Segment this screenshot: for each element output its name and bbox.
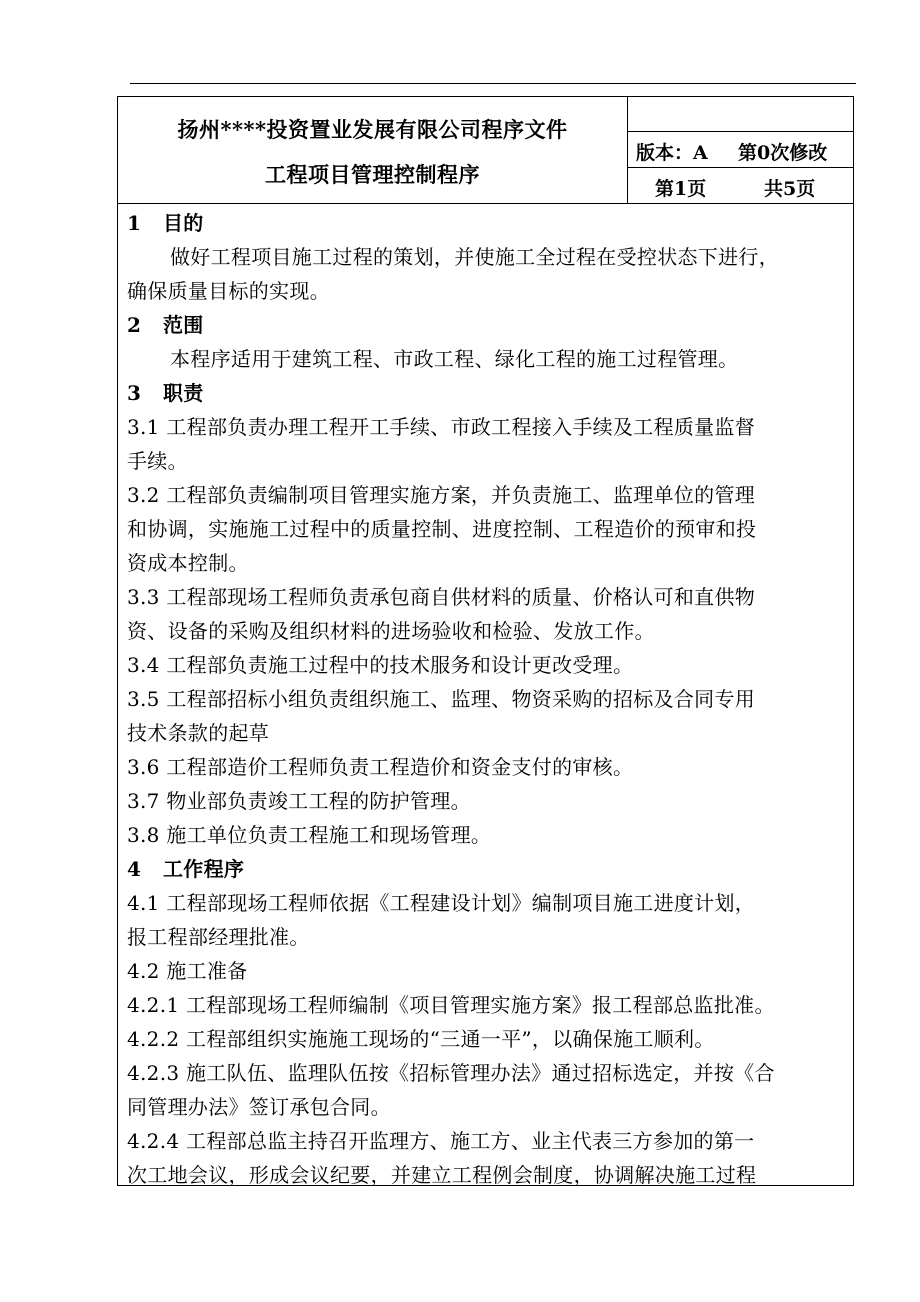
paragraph-line: 3.6 工程部造价工程师负责工程造价和资金支付的审核。: [127, 755, 634, 779]
paragraph-line: 资成本控制。: [127, 551, 249, 575]
header-rule: [130, 83, 856, 84]
header-title-cell: [118, 97, 628, 203]
section-heading: [127, 377, 204, 406]
paragraph-line: 4.2 施工准备: [127, 959, 248, 983]
section-title: 目的: [163, 211, 204, 235]
section-title: 职责: [163, 381, 204, 405]
document-header: [118, 97, 853, 204]
paragraph-line: 3.7 物业部负责竣工工程的防护管理。: [127, 789, 471, 813]
paragraph-line: 3.5 工程部招标小组负责组织施工、监理、物资采购的招标及合同专用: [127, 687, 756, 711]
paragraph-line: 3.2 工程部负责编制项目管理实施方案，并负责施工、监理单位的管理: [127, 483, 756, 507]
paragraph-line: 确保质量目标的实现。: [127, 279, 330, 303]
paragraph-line: 次工地会议，形成会议纪要，并建立工程例会制度，协调解决施工过程: [127, 1163, 757, 1187]
version-row: [628, 132, 853, 168]
paragraph-line: 3.4 工程部负责施工过程中的技术服务和设计更改受理。: [127, 653, 634, 677]
paragraph-line: 3.1 工程部负责办理工程开工手续、市政工程接入手续及工程质量监督: [127, 415, 756, 439]
paragraph-line: 技术条款的起草: [127, 721, 270, 745]
section-heading: [127, 309, 204, 338]
header-blank-row: [628, 97, 853, 132]
paragraph-line: 资、设备的采购及组织材料的进场验收和检验、发放工作。: [127, 619, 655, 643]
section-number: 1: [127, 211, 142, 235]
paragraph-line: 和协调，实施施工过程中的质量控制、进度控制、工程造价的预审和投: [127, 517, 757, 541]
section-heading: [127, 853, 244, 882]
revision-label: 第0次修改: [738, 142, 828, 164]
section-number: 2: [127, 313, 142, 337]
section-title: 范围: [163, 313, 204, 337]
company-line: 扬州****投资置业发展有限公司程序文件: [177, 117, 568, 142]
paragraph-line: 同管理办法》签订承包合同。: [127, 1095, 391, 1119]
page-current: 第1页: [655, 178, 707, 200]
header-info-cell: [628, 97, 853, 203]
paragraph-line: 4.1 工程部现场工程师依据《工程建设计划》编制项目施工进度计划，: [127, 891, 756, 915]
paragraph-line: 手续。: [127, 449, 188, 473]
page-row: [628, 168, 853, 203]
paragraph-line: 4.2.3 施工队伍、监理队伍按《招标管理办法》通过招标选定，并按《合: [127, 1061, 775, 1085]
paragraph-line: 4.2.1 工程部现场工程师编制《项目管理实施方案》报工程部总监批准。: [127, 993, 775, 1017]
paragraph-line: 3.8 施工单位负责工程施工和现场管理。: [127, 823, 492, 847]
procedure-document: [117, 96, 854, 1186]
paragraph-line: 3.3 工程部现场工程师负责承包商自供材料的质量、价格认可和直供物: [127, 585, 756, 609]
section-title: 工作程序: [163, 857, 245, 881]
section-number: 4: [127, 857, 142, 881]
paragraph-line: 本程序适用于建筑工程、市政工程、绿化工程的施工过程管理。: [170, 347, 739, 371]
section-number: 3: [127, 381, 142, 405]
paragraph-line: 报工程部经理批准。: [127, 925, 310, 949]
version-label: 版本：A: [636, 142, 708, 164]
paragraph-line: 4.2.4 工程部总监主持召开监理方、施工方、业主代表三方参加的第一: [127, 1129, 755, 1153]
procedure-title: 工程项目管理控制程序: [265, 162, 480, 187]
page-total: 共5页: [764, 178, 816, 200]
paragraph-line: 做好工程项目施工过程的策划，并使施工全过程在受控状态下进行，: [170, 245, 779, 269]
paragraph-line: 4.2.2 工程部组织实施施工现场的“三通一平”，以确保施工顺利。: [127, 1027, 715, 1051]
section-heading: [127, 207, 204, 236]
